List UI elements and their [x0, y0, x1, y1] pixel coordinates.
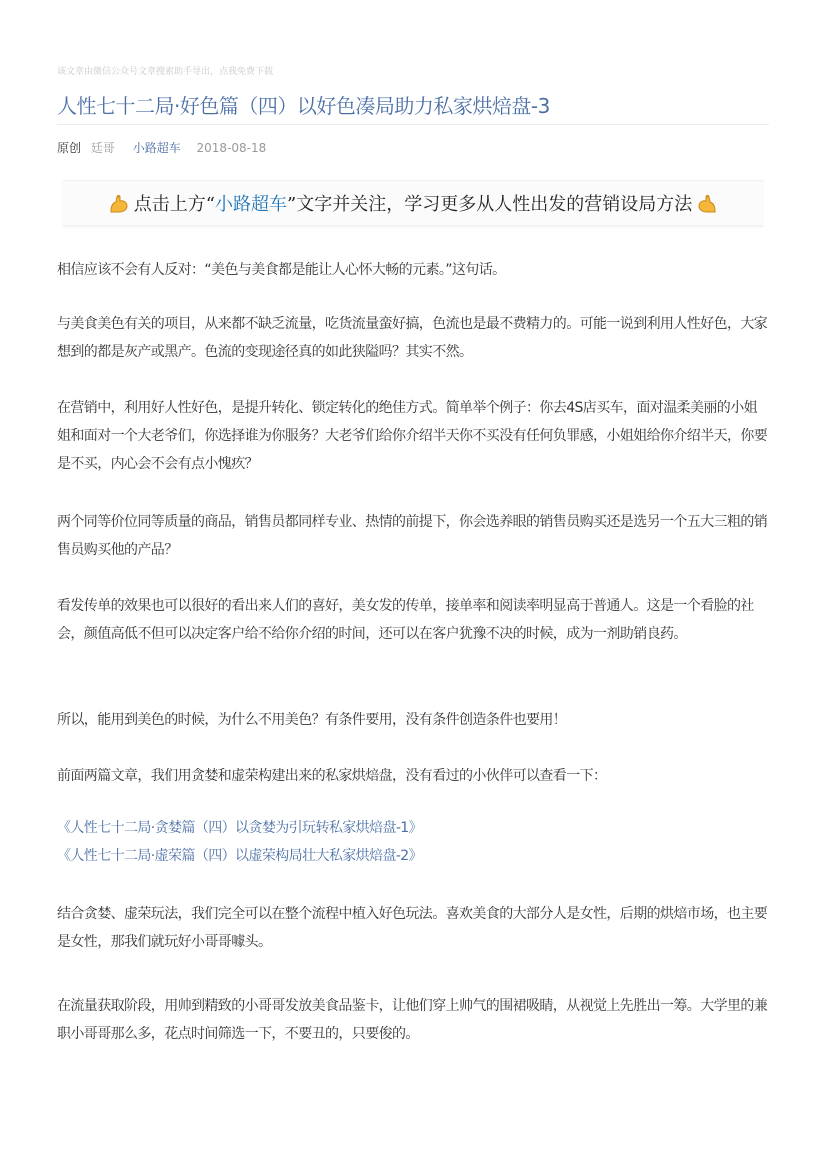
- paragraph: [57, 762, 769, 790]
- paragraph: [57, 592, 769, 648]
- related-links: [57, 814, 769, 870]
- paragraph-text: 结合贪婪、虚荣玩法，我们完全可以在整个流程中植入好色玩法。喜欢美食的大部分人是女性，后期的烘焙市场，也主要是女性，那我们就玩好小哥哥噱头。: [57, 906, 768, 950]
- paragraph: [57, 394, 769, 478]
- paragraph: [57, 992, 769, 1048]
- paragraph-text: 前面两篇文章，我们用贪婪和虚荣构建出来的私家烘焙盘，没有看过的小伙伴可以查看一下：: [57, 768, 607, 784]
- paragraph-text: 所以，能用到美色的时候，为什么不用美色？有条件要用，没有条件创造条件也要用！: [57, 712, 567, 728]
- paragraph-text: 看发传单的效果也可以很好的看出来人们的喜好，美女发的传单，接单率和阅读率明显高于普通人。这是一个看脸的社会，颜值高低不但可以决定客户给不给你介绍的时间，还可以在客户犹豫不决的时候，成为一剂助销良药。: [57, 598, 754, 642]
- paragraph: [57, 900, 769, 956]
- paragraph-text: 相信应该不会有人反对：“美色与美食都是能让人心怀大畅的元素。”这句话。: [57, 262, 506, 278]
- original-tag: 原创: [57, 141, 82, 155]
- paragraph-text: 在营销中，利用好人性好色，是提升转化、锁定转化的绝佳方式。简单举个例子：你去4S店买车，面对温柔美丽的小姐姐和面对一个大老爷们，你选择谁为你服务？大老爷们给你介绍半天你不买没有任何负罪感，小姐姐给你介绍半天，你要是不买，内心会不会有点小愧疚？: [57, 400, 768, 472]
- paragraph-text: 与美食美色有关的项目，从来都不缺乏流量，吃货流量蛮好搞，色流也是最不费精力的。可能一说到利用人性好色，大家想到的都是灰产或黑产。色流的变现途径真的如此狭隘吗？其实不然。: [57, 316, 768, 360]
- paragraph: [57, 508, 769, 564]
- related-article-link-2[interactable]: 《人性七十二局·虚荣篇（四）以虚荣构局壮大私家烘焙盘-2》: [57, 848, 423, 864]
- related-article-link-1[interactable]: 《人性七十二局·贪婪篇（四）以贪婪为引玩转私家烘焙盘-1》: [57, 820, 423, 836]
- paragraph-text: 在流量获取阶段，用帅到精致的小哥哥发放美食品鉴卡，让他们穿上帅气的围裙吸睛，从视觉上先胜出一筹。大学里的兼职小哥哥那么多，花点时间筛选一下，不要丑的，只要俊的。: [57, 998, 768, 1042]
- paragraph: [57, 256, 769, 284]
- banner-prefix: 点击上方“: [133, 194, 215, 215]
- paragraph: [57, 706, 769, 734]
- title-divider: [57, 124, 769, 125]
- banner-account-link[interactable]: 小路超车: [215, 194, 287, 215]
- article-title: 人性七十二局·好色篇（四）以好色凑局助力私家烘焙盘-3: [57, 94, 550, 118]
- export-source-note[interactable]: 该文章由微信公众号文章搜索助手导出，点我免费下载: [57, 67, 274, 77]
- flexed-biceps-icon: [108, 192, 130, 214]
- account-link[interactable]: 小路超车: [132, 141, 181, 155]
- flexed-biceps-icon: [696, 192, 718, 214]
- author-name: 廷哥: [90, 141, 115, 155]
- paragraph-text: 两个同等价位同等质量的商品，销售员都同样专业、热情的前提下，你会选养眼的销售员购买还是选另一个五大三粗的销售员购买他的产品？: [57, 514, 768, 558]
- publish-date: 2018-08-18: [196, 141, 267, 155]
- article-meta: [57, 140, 266, 156]
- paragraph: [57, 310, 769, 366]
- banner-suffix: ”文字并关注，学习更多从人性出发的营销设局方法: [287, 194, 693, 215]
- follow-banner: [63, 180, 763, 226]
